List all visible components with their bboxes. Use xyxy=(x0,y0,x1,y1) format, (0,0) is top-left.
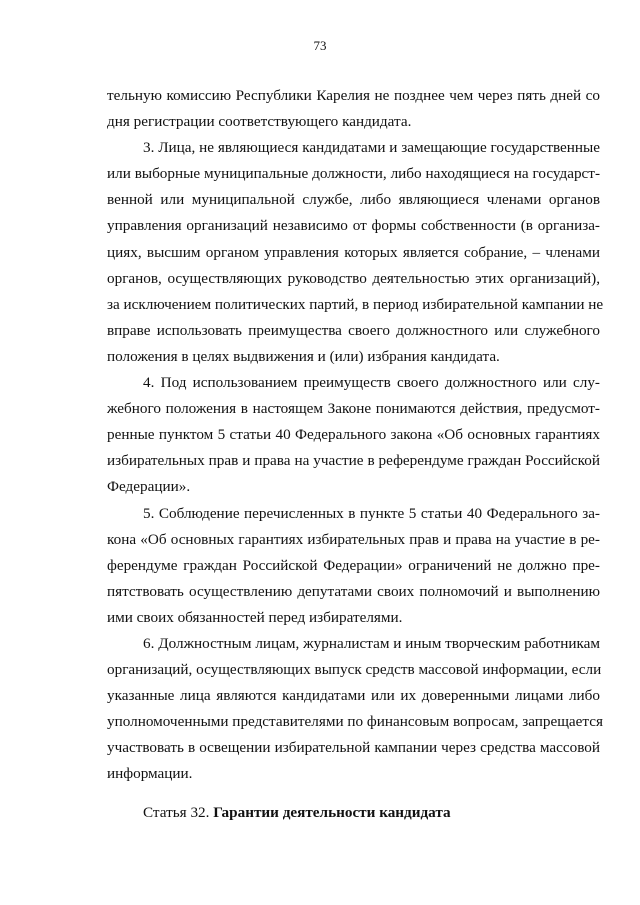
text-line: Федерации». xyxy=(107,478,191,496)
text-line: 5. Соблюдение перечисленных в пункте 5 статьи 40 Федерального за- xyxy=(143,504,600,522)
text-line: 3. Лица, не являющиеся кандидатами и замещающие государственные xyxy=(143,139,600,157)
text-line: ферендуме граждан Российской Федерации» ограничений не должно пре- xyxy=(107,556,600,574)
text-line: указанные лица являются кандидатами или их доверенными лицами либо xyxy=(107,687,600,705)
text-line: 4. Под использованием преимуществ своего должностного или слу- xyxy=(143,374,600,392)
text-line: избирательных прав и права на участие в референдуме граждан Российской xyxy=(107,452,600,470)
page-number: 73 xyxy=(313,38,327,53)
text-line: информации. xyxy=(107,765,193,783)
article-title: Гарантии деятельности кандидата xyxy=(213,804,451,821)
text-line: органов, осуществляющих руководство деятельностью этих организаций), xyxy=(107,269,600,287)
text-line: за исключением политических партий, в период избирательной кампании не xyxy=(107,295,604,313)
text-line: жебного положения в настоящем Законе понимаются действия, предусмот- xyxy=(107,400,600,418)
text-line: вправе использовать преимущества своего должностного или служебного xyxy=(107,321,600,339)
paragraph-item-5 xyxy=(107,501,600,631)
text-line: ренные пунктом 5 статьи 40 Федерального закона «Об основных гарантиях xyxy=(107,426,600,444)
text-line: управления организаций независимо от формы собственности (в организа- xyxy=(107,217,600,235)
text-line: организаций, осуществляющих выпуск средств массовой информации, если xyxy=(107,661,602,679)
text-line: или выборные муниципальные должности, либо находящиеся на государст- xyxy=(107,165,600,183)
article-heading xyxy=(143,800,451,826)
text-line: пятствовать осуществлению депутатами своих полномочий и выполнению xyxy=(107,582,600,600)
paragraph-continuation xyxy=(107,83,600,135)
paragraph-item-4 xyxy=(107,370,600,500)
text-line: положения в целях выдвижения и (или) избрания кандидата. xyxy=(107,347,500,365)
text-line: уполномоченными представителями по финансовым вопросам, запрещается xyxy=(107,713,603,731)
text-line: венной или муниципальной службе, либо являющиеся членами органов xyxy=(107,191,600,209)
article-number: Статья 32. xyxy=(143,804,214,821)
paragraph-item-6 xyxy=(107,631,603,788)
text-line: дня регистрации соответствующего кандидата. xyxy=(107,113,412,131)
text-line: участвовать в освещении избирательной кампании через средства массовой xyxy=(107,739,600,757)
text-line: циях, высшим органом управления которых является собрание, – членами xyxy=(107,243,600,261)
text-line: ими своих обязанностей перед избирателями. xyxy=(107,608,403,626)
paragraph-item-3 xyxy=(107,135,604,370)
text-line: тельную комиссию Республики Карелия не позднее чем через пять дней со xyxy=(107,87,600,104)
document-body xyxy=(107,83,604,788)
text-line: кона «Об основных гарантиях избирательных прав и права на участие в ре- xyxy=(107,530,600,548)
text-line: 6. Должностным лицам, журналистам и иным творческим работникам xyxy=(143,634,600,652)
